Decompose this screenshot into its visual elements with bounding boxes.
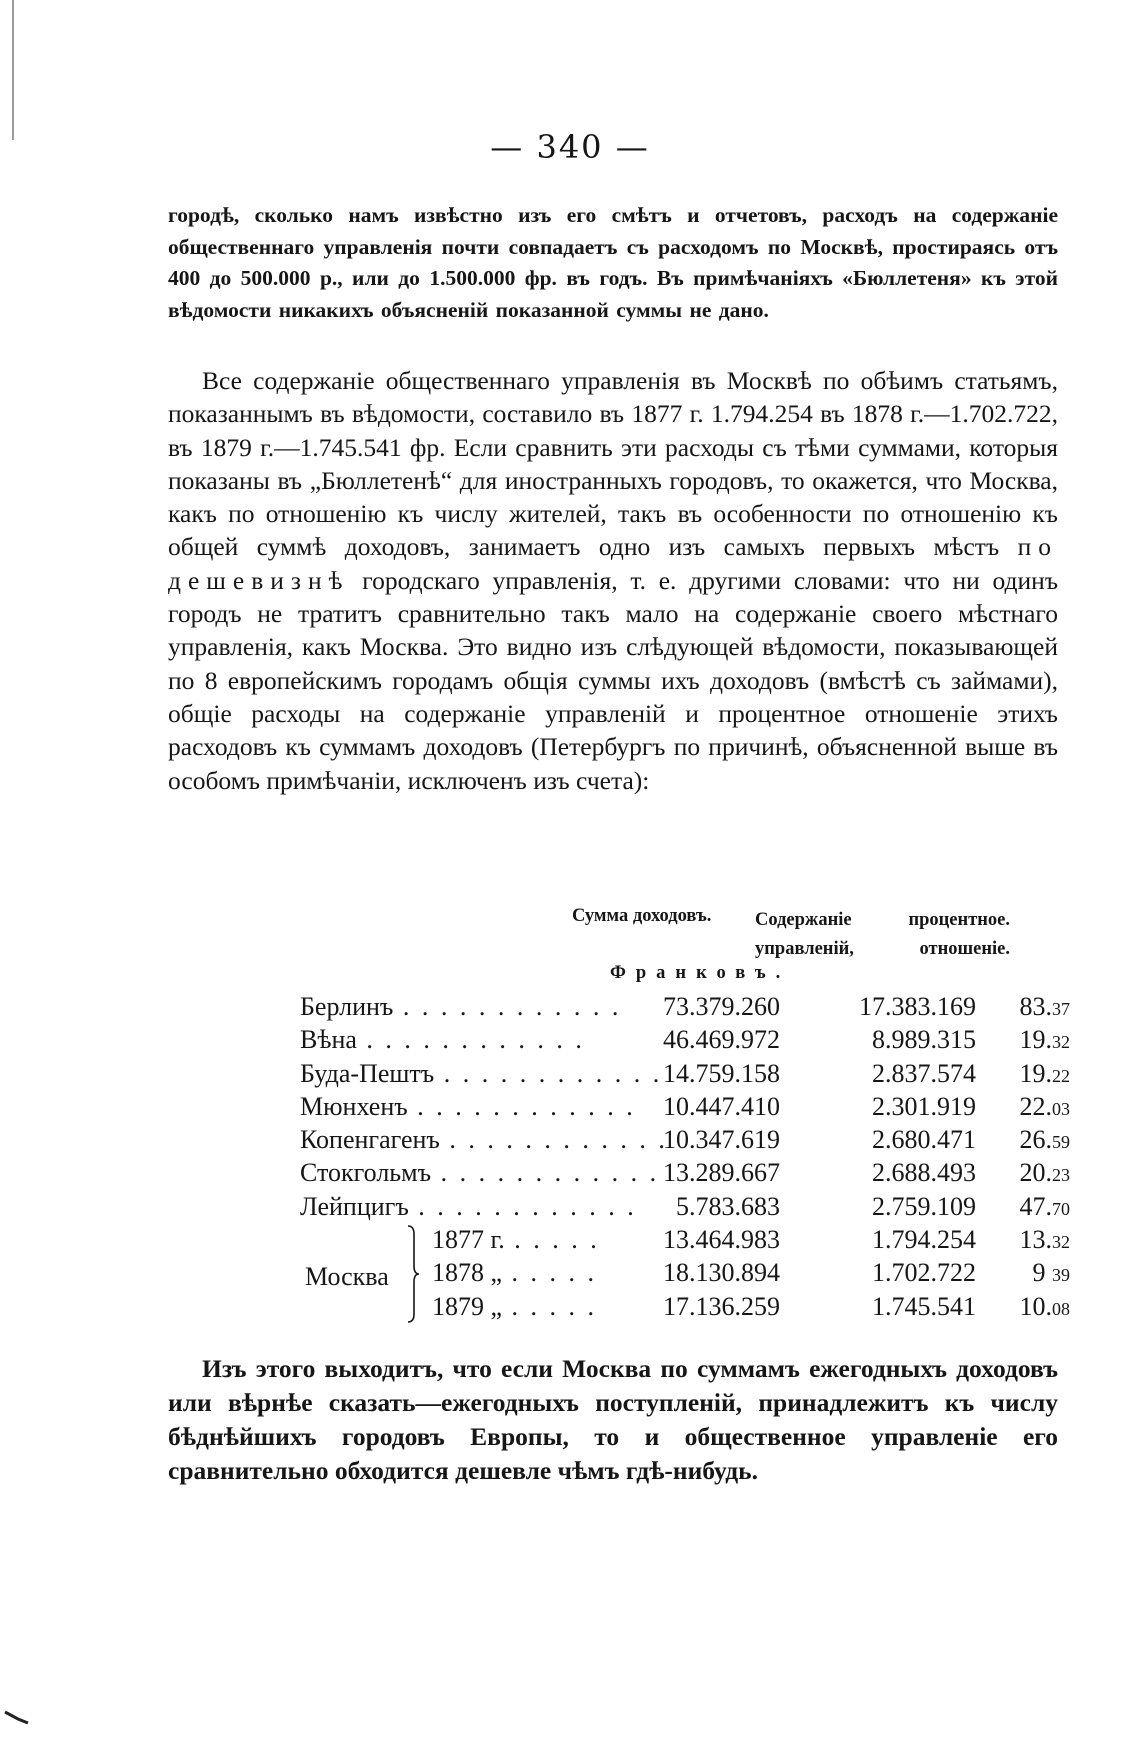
- upkeep-cell: 1.745.541: [872, 1291, 976, 1321]
- currency-label: Франковъ.: [610, 963, 791, 983]
- upkeep-cell: 2.837.574: [872, 1058, 976, 1088]
- city-name: Стокгольмъ . . . . . . . . . . . .: [300, 1158, 660, 1188]
- column-header-upkeep-line-1: Содержаніе: [755, 910, 852, 930]
- table-row-munich: [300, 1091, 1070, 1125]
- upkeep-cell: 2.759.109: [872, 1191, 976, 1221]
- table-row-berlin: [300, 992, 1070, 1025]
- income-cell: 18.130.894: [663, 1258, 780, 1288]
- curly-brace-icon: [406, 1224, 420, 1324]
- upkeep-cell: 17.383.169: [859, 992, 976, 1021]
- moscow-group-label: Москва: [305, 1262, 389, 1291]
- corner-mark-icon: [4, 1710, 30, 1726]
- income-cell: 13.289.667: [663, 1158, 780, 1188]
- city-name: Вѣна . . . . . . . . . . . .: [300, 1025, 585, 1055]
- footnote-paragraph: городѣ, сколько намъ извѣстно изъ его смѣтъ и отчетовъ, расходъ на содержаніе общественнаго управленія почти совпадаетъ съ расходомъ по Москвѣ, простираясь отъ 400 до 500.000 р., или до 1.500.000 фр. въ годъ. Въ примѣчаніяхъ «Бюллетеня» къ этой вѣдомости никакихъ объясненій показанной суммы не дано.: [168, 203, 1058, 322]
- city-name: Лейпцигъ . . . . . . . . . . . .: [300, 1191, 637, 1221]
- upkeep-cell: 8.989.315: [872, 1025, 976, 1055]
- income-cell: 46.469.972: [663, 1025, 780, 1055]
- city-name: Копенгагенъ . . . . . . . . . . . .: [300, 1125, 668, 1155]
- income-cell: 73.379.260: [663, 992, 780, 1021]
- income-cell: 13.464.983: [663, 1225, 780, 1255]
- paragraph-text-part-2: городскаго управленія, т. е. другими словами: что ни одинъ городъ не тратитъ сравнительно такъ мало на содержаніе своего мѣстнаго управленія, какъ Москва. Это видно изъ слѣдующей вѣдомости, показывающей по 8 европейскимъ городамъ общія суммы ихъ доходовъ (вмѣстѣ съ займами), общіе расходы на содержаніе управленій и процентное отношеніе этихъ расходовъ къ суммамъ доходовъ (Петербургъ по причинѣ, объясненной выше въ особомъ примѣчаніи, исключенъ изъ счета):: [168, 565, 1059, 795]
- table-row-copenhagen: [300, 1125, 1070, 1158]
- ratio-cell: 9 39: [1032, 1258, 1070, 1288]
- income-cell: 10.347.619: [663, 1125, 780, 1155]
- ratio-cell: 83.37: [1019, 992, 1070, 1021]
- income-cell: 5.783.683: [676, 1191, 780, 1221]
- column-header-income: Сумма доходовъ.: [572, 906, 712, 926]
- page-number: — 340 —: [490, 128, 650, 166]
- table-row-stockholm: [300, 1158, 1070, 1191]
- column-header-ratio-line-2: отношеніе.: [919, 939, 1010, 959]
- main-paragraph: [168, 364, 1058, 797]
- conclusion-paragraph: Изъ этого выходитъ, что если Москва по суммамъ ежегодныхъ доходовъ или вѣрнѣе сказать—ежегодныхъ поступленій, принадлежитъ къ числу бѣднѣйшихъ городовъ Европы, то и общественное управленіе его сравнительно обходится дешевле чѣмъ гдѣ-нибудь.: [168, 1354, 1058, 1485]
- column-header-upkeep-line-2: управленій,: [755, 939, 854, 959]
- ratio-cell: 26.59: [1019, 1125, 1070, 1155]
- income-cell: 10.447.410: [663, 1091, 780, 1121]
- page-edge-rule: [12, 0, 14, 140]
- upkeep-cell: 1.794.254: [872, 1225, 976, 1255]
- city-name: Мюнхенъ . . . . . . . . . . . .: [300, 1091, 636, 1121]
- city-name: Буда-Пештъ . . . . . . . . . . . .: [300, 1058, 663, 1088]
- ratio-cell: 13.32: [1019, 1225, 1070, 1255]
- ratio-cell: 10.08: [1019, 1291, 1070, 1321]
- income-cell: 14.759.158: [663, 1058, 780, 1088]
- upkeep-cell: 2.301.919: [872, 1091, 976, 1121]
- paragraph-emphasis: по дешевизнѣ: [168, 532, 1059, 595]
- ratio-cell: 20.23: [1019, 1158, 1070, 1188]
- year-label: 1878 „ . . . . .: [432, 1258, 598, 1288]
- upkeep-cell: 2.680.471: [872, 1125, 976, 1155]
- column-header-ratio: [880, 906, 1010, 964]
- table-row-budapest: [300, 1058, 1070, 1092]
- ratio-cell: 19.32: [1019, 1025, 1070, 1055]
- ratio-cell: 19.22: [1019, 1058, 1070, 1088]
- table-row-vienna: [300, 1025, 1070, 1058]
- upkeep-cell: 1.702.722: [872, 1258, 976, 1288]
- upkeep-cell: 2.688.493: [872, 1158, 976, 1188]
- ratio-cell: 22.03: [1019, 1091, 1070, 1121]
- ratio-cell: 47.70: [1019, 1191, 1070, 1221]
- year-label: 1879 „ . . . . .: [432, 1291, 598, 1321]
- city-name: Берлинъ . . . . . . . . . . . .: [300, 992, 622, 1021]
- paragraph-text-part-1: Все содержаніе общественнаго управленія въ Москвѣ по обѣимъ статьямъ, показаннымъ въ вѣдомости, составило въ 1877 г. 1.794.254 въ 1878 г.—1.702.722, въ 1879 г.—1.745.541 фр. Если сравнить эти расходы съ тѣми суммами, которыя показаны въ „Бюллетенѣ“ для иностранныхъ городовъ, то окажется, что Москва, какъ по отношенію къ числу жителей, такъ въ особенности по отношенію къ общей суммѣ доходовъ, занимаетъ одно изъ самыхъ первыхъ мѣстъ: [168, 366, 1058, 562]
- table-row-leipzig: [300, 1191, 1070, 1225]
- income-cell: 17.136.259: [663, 1291, 780, 1321]
- column-header-ratio-line-1: процентное.: [908, 910, 1010, 930]
- year-label: 1877 г. . . . . .: [432, 1225, 600, 1255]
